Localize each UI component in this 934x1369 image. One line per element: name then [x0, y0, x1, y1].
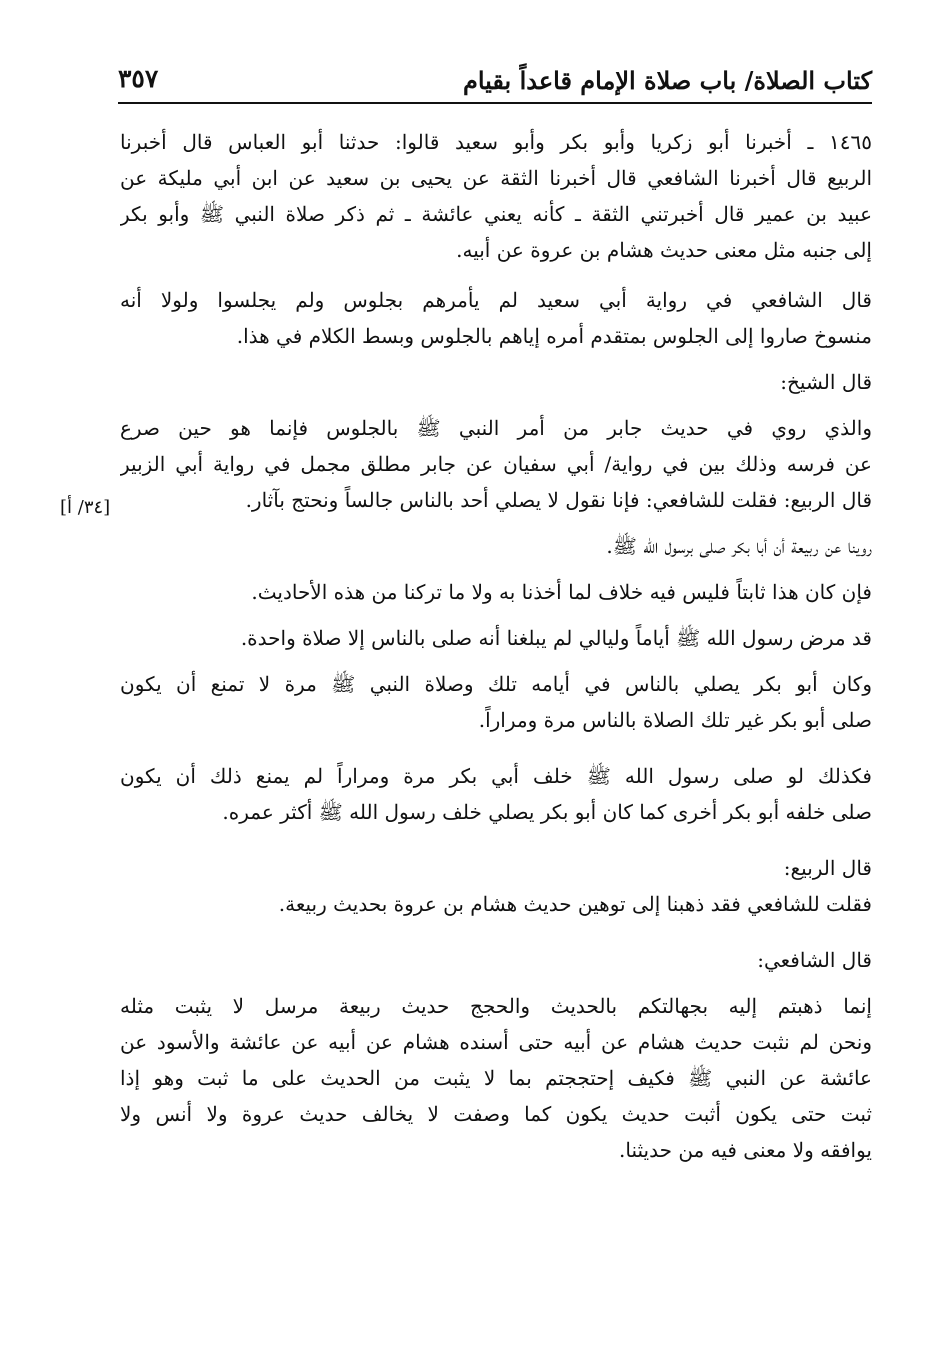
running-title: كتاب الصلاة/ باب صلاة الإمام قاعداً بقيام — [462, 66, 872, 95]
manuscript-folio-note: [٣٤/ أ] — [60, 497, 111, 518]
text-line: الربيع قال أخبرنا الشافعي قال أخبرنا الثقة عن يحيى بن سعيد عن ابن أبي مليكة عن — [120, 166, 872, 190]
jabir-hadith-paragraph — [120, 410, 872, 518]
sheikh-heading — [120, 364, 872, 400]
text-line: صلى أبو بكر غير تلك الصلاة بالناس مرة ومراراً. — [478, 708, 872, 732]
page-header — [118, 62, 872, 104]
shafii-heading — [120, 942, 872, 978]
text-line: صلى خلفه أبو بكر أخرى كما كان أبو بكر يصلي خلف رسول الله ﷺ أكثر عمره. — [222, 800, 872, 824]
rabi-question-paragraph — [120, 850, 872, 922]
text-line: ١٤٦٥ ـ أخبرنا أبو زكريا وأبو بكر وأبو سعيد قالوا: حدثنا أبو العباس قال أخبرنا — [120, 130, 872, 154]
text-line: قال الشافعي في رواية أبي سعيد لم يأمرهم بجلوس ولم يجلسوا ولولا أنه — [120, 288, 872, 312]
text-line: ونحن لم نثبت حديث هشام عن أبيه حتى أسنده هشام عن أبيه عن عائشة والأسود عن — [120, 1030, 872, 1054]
body-text — [120, 124, 872, 1168]
text-line: فقلت للشافعي فقد ذهبنا إلى توهين حديث هشام بن عروة بحديث ربيعة. — [278, 892, 872, 916]
text-line: يوافقه ولا معنى فيه من حديثنا. — [619, 1138, 872, 1162]
text-line: إنما ذهبتم إليه بجهالتكم بالحديث والحجج حديث ربيعة مرسل لا يثبت مثله — [120, 994, 872, 1018]
text-line: عن فرسه وذلك بين في رواية/ أبي سفيان عن جابر مطلق مجمل في رواية أبي الزبير — [120, 452, 872, 476]
text-line: قال الربيع: — [783, 856, 872, 880]
text-line: فكذلك لو صلى رسول الله ﷺ خلف أبي بكر مرة ومراراً لم يمنع ذلك أن يكون — [120, 764, 872, 788]
text-line: والذي روي في حديث جابر من أمر النبي ﷺ بالجلوس فإنما هو حين صرع — [120, 416, 872, 440]
text-line: ثبت حتى يكون أثبت حديث يكون كما وصفت لا يخالف حديث عروة ولا أنس ولا — [120, 1102, 872, 1126]
text-paragraph — [120, 620, 872, 656]
hadith-1465-paragraph — [120, 124, 872, 268]
rabia-narration-paragraph — [120, 528, 872, 564]
page-number: ٣٥٧ — [118, 64, 159, 93]
text-line: فإن كان هذا ثابتاً فليس فيه خلاف لما أخذنا به ولا ما تركنا من هذه الأحاديث. — [251, 580, 872, 604]
text-line: قال الشافعي: — [757, 948, 872, 972]
text-line: روينا عن ربيعة أن أبا بكر صلى برسول الله ﷺ. — [606, 534, 872, 558]
text-line: منسوخ صاروا إلى الجلوس بمتقدم أمره إياهم بالجلوس وبسط الكلام في هذا. — [236, 324, 872, 348]
text-line: عبيد بن عمير قال أخبرتني الثقة ـ كأنه يعني عائشة ـ ثم ذكر صلاة النبي ﷺ وأبو بكر — [120, 202, 872, 226]
text-line: وكان أبو بكر يصلي بالناس في أيامه تلك وصلاة النبي ﷺ مرة لا تمنع أن يكون — [120, 672, 872, 696]
shafii-commentary-paragraph — [120, 282, 872, 354]
text-paragraph — [120, 758, 872, 830]
text-line: إلى جنبه مثل معنى حديث هشام بن عروة عن أبيه. — [456, 238, 872, 262]
shafii-answer-paragraph — [120, 988, 872, 1168]
text-line: عائشة عن النبي ﷺ فكيف إحتججتم بما لا يثبت من الحديث على ما ثبت وهو إذا — [120, 1066, 872, 1090]
text-line: قال الشيخ: — [780, 370, 872, 394]
text-line: قد مرض رسول الله ﷺ أياماً وليالي لم يبلغنا أنه صلى بالناس إلا صلاة واحدة. — [240, 626, 872, 650]
text-paragraph — [120, 574, 872, 610]
text-line: قال الربيع: فقلت للشافعي: فإنا نقول لا يصلي أحد بالناس جالساً ونحتج بآثار. — [245, 488, 872, 512]
text-paragraph — [120, 666, 872, 738]
